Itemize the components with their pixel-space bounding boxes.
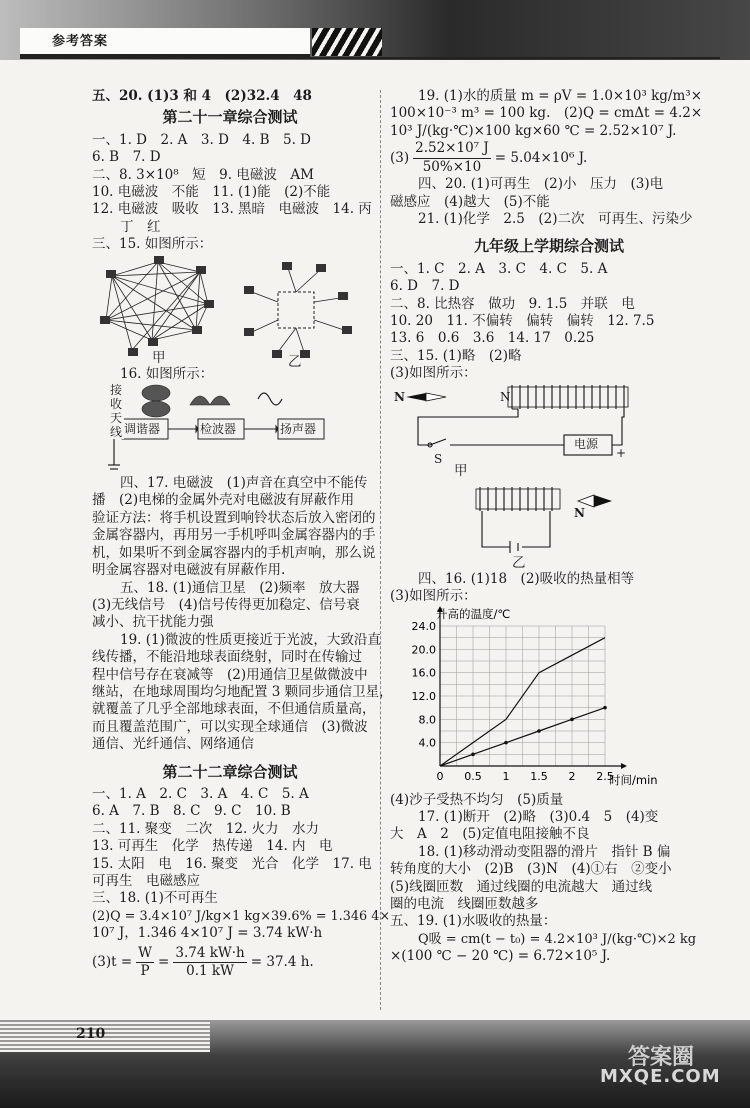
answer-line: 线传播，不能沿地球表面绕射，同时在传输过 xyxy=(92,649,362,666)
column-divider xyxy=(380,90,381,1010)
answer-line: 四、20. (1)可再生 (2)小 压力 (3)电 xyxy=(418,176,664,193)
answer-line: 可再生 电磁感应 xyxy=(92,873,200,889)
answer-line: 五、18. (1)通信卫星 (2)频率 放大器 xyxy=(120,579,360,596)
answer-line: 15. 太阳 电 16. 聚变 光合 化学 17. 电 xyxy=(92,855,372,872)
answer-line: 通信、光纤通信、网络通信 xyxy=(92,736,254,753)
answer-line: 明金属容器对电磁波有屏蔽作用. xyxy=(92,562,286,579)
x-axis-label: 时间/min xyxy=(609,772,658,787)
answer-line: 减小、抗干扰能力强 xyxy=(92,614,214,631)
phone-network-figure xyxy=(92,254,368,370)
figure-caption-jia: 甲 xyxy=(454,462,468,479)
formula-line xyxy=(390,140,708,176)
watermark-url: MXQE.COM xyxy=(600,1066,721,1087)
phone-icons-b xyxy=(244,262,352,358)
answer-line: 12. 电磁波 吸收 13. 黑暗 电磁波 14. 丙 xyxy=(92,201,372,218)
page-number: 210 xyxy=(76,1026,106,1042)
radio-receiver-figure xyxy=(92,383,368,475)
answer-line: 19. (1)水的质量 m = ρV = 1.0×10³ kg/m³× xyxy=(418,88,703,104)
section-title-ch21: 第二十一章综合测试 xyxy=(162,108,298,127)
answer-line: 一、1. A 2. C 3. A 4. C 5. A xyxy=(92,785,309,802)
fraction-denominator: 0.1 kW xyxy=(186,963,234,980)
coil-icon xyxy=(508,385,628,409)
answer-line: 18. (1)移动滑动变阻器的滑片 指针 B 偏 xyxy=(418,843,671,860)
formula-lhs: (3) xyxy=(390,149,410,166)
answer-line: 10. 电磁波 不能 11. (1)能 (2)不能 xyxy=(92,184,331,201)
answer-line: 转角度的大小 (2)B (3)N (4)①右 ②变小 xyxy=(390,861,672,878)
mesh-network-diagram xyxy=(106,262,208,350)
answer-line: 大 A 2 (5)定值电阻接触不良 xyxy=(390,826,590,843)
answer-line: (2)Q = 3.4×10⁷ J/kg×1 kg×39.6% = 1.346 4× xyxy=(92,908,391,924)
x-axis-arrow xyxy=(621,763,627,769)
fraction-denominator: 50%×10 xyxy=(422,158,482,175)
answer-line: 13. 可再生 化学 热传递 14. 内 电 xyxy=(92,838,333,855)
series-point xyxy=(603,705,607,709)
left-column xyxy=(92,88,393,983)
coil-n-label: N xyxy=(500,389,511,404)
formula-line: (3)t = $\frac{W}{P}$ = $\frac{3.74 kW\cdot h}{0.1 kW}$ = 37.4 h. xyxy=(92,944,314,980)
answer-line: 17. (1)断开 (2)略 (3)0.4 5 (4)变 xyxy=(418,808,659,825)
fraction-numerator: 2.52×10⁷ J xyxy=(413,140,491,158)
answer-line: 100×10⁻³ m³ = 100 kg. (2)Q = cmΔt = 4.2× xyxy=(390,105,703,122)
header-title: 参考答案 xyxy=(52,34,109,49)
plus-label: + xyxy=(616,445,627,460)
answer-line: 四、17. 电磁波 (1)声音在真空中不能传 xyxy=(120,475,368,492)
compass-n-label: N xyxy=(574,505,585,520)
y-tick-label: 16.0 xyxy=(411,666,436,680)
section-title-ch22: 第二十二章综合测试 xyxy=(162,762,298,781)
fraction-denominator: P xyxy=(140,963,150,980)
answer-line: 金属容器内，再用另一手机呼叫金属容器内的手 xyxy=(92,527,376,544)
answer-line: 继站，在地球周围均匀地配置 3 颗同步通信卫星， xyxy=(92,683,393,700)
series-point xyxy=(471,752,475,756)
answer-line: 10³ J/(kg·℃)×100 kg×60 ℃ = 2.52×10⁷ J. xyxy=(390,122,677,139)
answer-line: 三、15. (1)略 (2)略 xyxy=(390,347,522,364)
answer-line: 验证方法：将手机设置到响铃状态后放入密闭的 xyxy=(92,509,376,526)
switch-icon xyxy=(430,439,446,445)
y-tick-label: 4.0 xyxy=(418,736,436,750)
phone-network-b xyxy=(244,262,352,358)
answer-line: (3)如图所示： xyxy=(390,588,477,605)
answer-line: 19. (1)微波的性质更接近于光波，大致沿直 xyxy=(120,631,381,648)
answer-line: 五、19. (1)水吸收的热量： xyxy=(390,913,557,930)
answer-line: 一、1. D 2. A 3. D 4. B 5. D xyxy=(92,131,311,148)
answer-line: (5)线圈匝数 通过线圈的电流越大 通过线 xyxy=(390,878,653,895)
x-tick-label: 1.5 xyxy=(530,769,548,783)
answer-line: ×(100 ℃ − 20 ℃) = 6.72×10⁵ J. xyxy=(390,948,611,965)
fraction-numerator: W xyxy=(136,945,154,963)
series-point xyxy=(570,717,574,721)
formula-result: = 37.4 h. xyxy=(250,953,314,970)
answer-line: 程中信号存在衰减等 (2)用通信卫星做微波中 xyxy=(92,666,368,683)
answer-line: 三、18. (1)不可再生 xyxy=(92,890,218,907)
temperature-chart xyxy=(390,606,708,792)
y-tick-label: 12.0 xyxy=(411,689,436,703)
power-source-label: 电源 xyxy=(574,436,599,451)
series-point xyxy=(504,740,508,744)
answer-line: 6. D 7. D xyxy=(390,278,460,295)
answer-line: 10⁷ J，1.346 4×10⁷ J = 3.74 kW·h xyxy=(92,925,323,942)
answer-line: 机，如果听不到金属容器内的手机声响，那么说 xyxy=(92,544,376,561)
answer-line: 而且覆盖范围广，可以实现全球通信 (3)微波 xyxy=(92,718,368,735)
answer-line: 二、11. 聚变 二次 12. 火力 水力 xyxy=(92,820,320,837)
electromagnet-figure-a xyxy=(390,383,708,481)
formula-result: = 5.04×10⁶ J. xyxy=(494,149,588,166)
speaker-label: 扬声器 xyxy=(280,422,317,437)
x-tick-label: 0.5 xyxy=(464,769,482,783)
compass-n-label: N xyxy=(394,389,405,404)
x-tick-label: 1 xyxy=(502,769,510,783)
modulated-wave-icon xyxy=(142,385,230,417)
answer-line: 丁 红 xyxy=(120,218,161,235)
answer-line: 21. (1)化学 2.5 (2)二次 可再生、污染少 xyxy=(418,211,693,228)
antenna-label: 接收天线 xyxy=(110,383,123,440)
answer-line: 三、15. 如图所示： xyxy=(92,236,213,253)
answer-line: 16. 如图所示： xyxy=(120,365,214,382)
formula-lhs: (3)t = xyxy=(92,953,133,970)
tuner-label: 调谐器 xyxy=(124,422,161,437)
electromagnet-figure-b xyxy=(390,481,708,571)
detector-label: 检波器 xyxy=(200,422,237,437)
sound-wave-icon xyxy=(258,393,282,405)
answer-line: 二、8. 3×10⁸ 短 9. 电磁波 AM xyxy=(92,166,314,183)
x-tick-label: 2.5 xyxy=(596,769,614,783)
answer-line: 四、16. (1)18 (2)吸收的热量相等 xyxy=(418,570,635,587)
x-tick-label: 0 xyxy=(436,769,444,783)
coil-icon xyxy=(476,487,560,553)
header-rule xyxy=(20,57,720,59)
section-title-grade9: 九年级上学期综合测试 xyxy=(473,237,624,256)
answer-line: (4)沙子受热不均匀 (5)质量 xyxy=(390,791,564,808)
answer-line: 6. B 7. D xyxy=(92,149,161,166)
figure-label-yi: 乙 xyxy=(288,353,302,370)
answer-line: 一、1. C 2. A 3. C 4. C 5. A xyxy=(390,260,608,277)
answer-line: 五、20. (1)3 和 4 (2)32.4 48 xyxy=(92,88,312,104)
answer-line: 6. A 7. B 8. C 9. C 10. B xyxy=(92,803,291,820)
series-point xyxy=(537,729,541,733)
answer-line: 13. 6 0.6 3.6 14. 17 0.25 xyxy=(390,330,595,347)
answer-line: 磁感应 (4)越大 (5)不能 xyxy=(390,193,550,210)
answer-line: 播 (2)电梯的金属外壳对电磁波有屏蔽作用 xyxy=(92,492,355,509)
y-tick-label: 20.0 xyxy=(411,642,436,656)
answer-line: 二、8. 比热容 做功 9. 1.5 并联 电 xyxy=(390,295,635,312)
switch-s-label: S xyxy=(434,451,443,466)
watermark-logo: 答案圈 xyxy=(628,1044,695,1070)
figure-caption-yi: 乙 xyxy=(512,554,526,571)
answer-line: 圈的电流 线圈匝数越多 xyxy=(390,895,539,912)
answer-line: Q吸 = cm(t − t₀) = 4.2×10³ J/(kg·℃)×2 kg xyxy=(418,931,697,947)
temperature-chart-svg xyxy=(390,606,708,792)
y-tick-label: 8.0 xyxy=(418,712,436,726)
figure-label-jia: 甲 xyxy=(152,349,166,366)
fraction-numerator: 3.74 kW·h xyxy=(173,945,246,963)
header-stripes xyxy=(312,28,382,56)
y-axis-label: 升高的温度/℃ xyxy=(436,606,511,621)
answer-line: (3)如图所示： xyxy=(390,365,477,382)
answer-line: (3)无线信号 (4)信号传得更加稳定、信号衰 xyxy=(92,596,360,613)
answer-line: 就覆盖了几乎全部地球表面，不但通信质量高， xyxy=(92,701,376,718)
answer-line: 10. 20 11. 不偏转 偏转 偏转 12. 7.5 xyxy=(390,313,655,330)
x-tick-label: 2 xyxy=(568,769,576,783)
y-tick-label: 24.0 xyxy=(411,619,436,633)
compass-needle-icon xyxy=(406,393,446,401)
right-column xyxy=(390,88,708,966)
